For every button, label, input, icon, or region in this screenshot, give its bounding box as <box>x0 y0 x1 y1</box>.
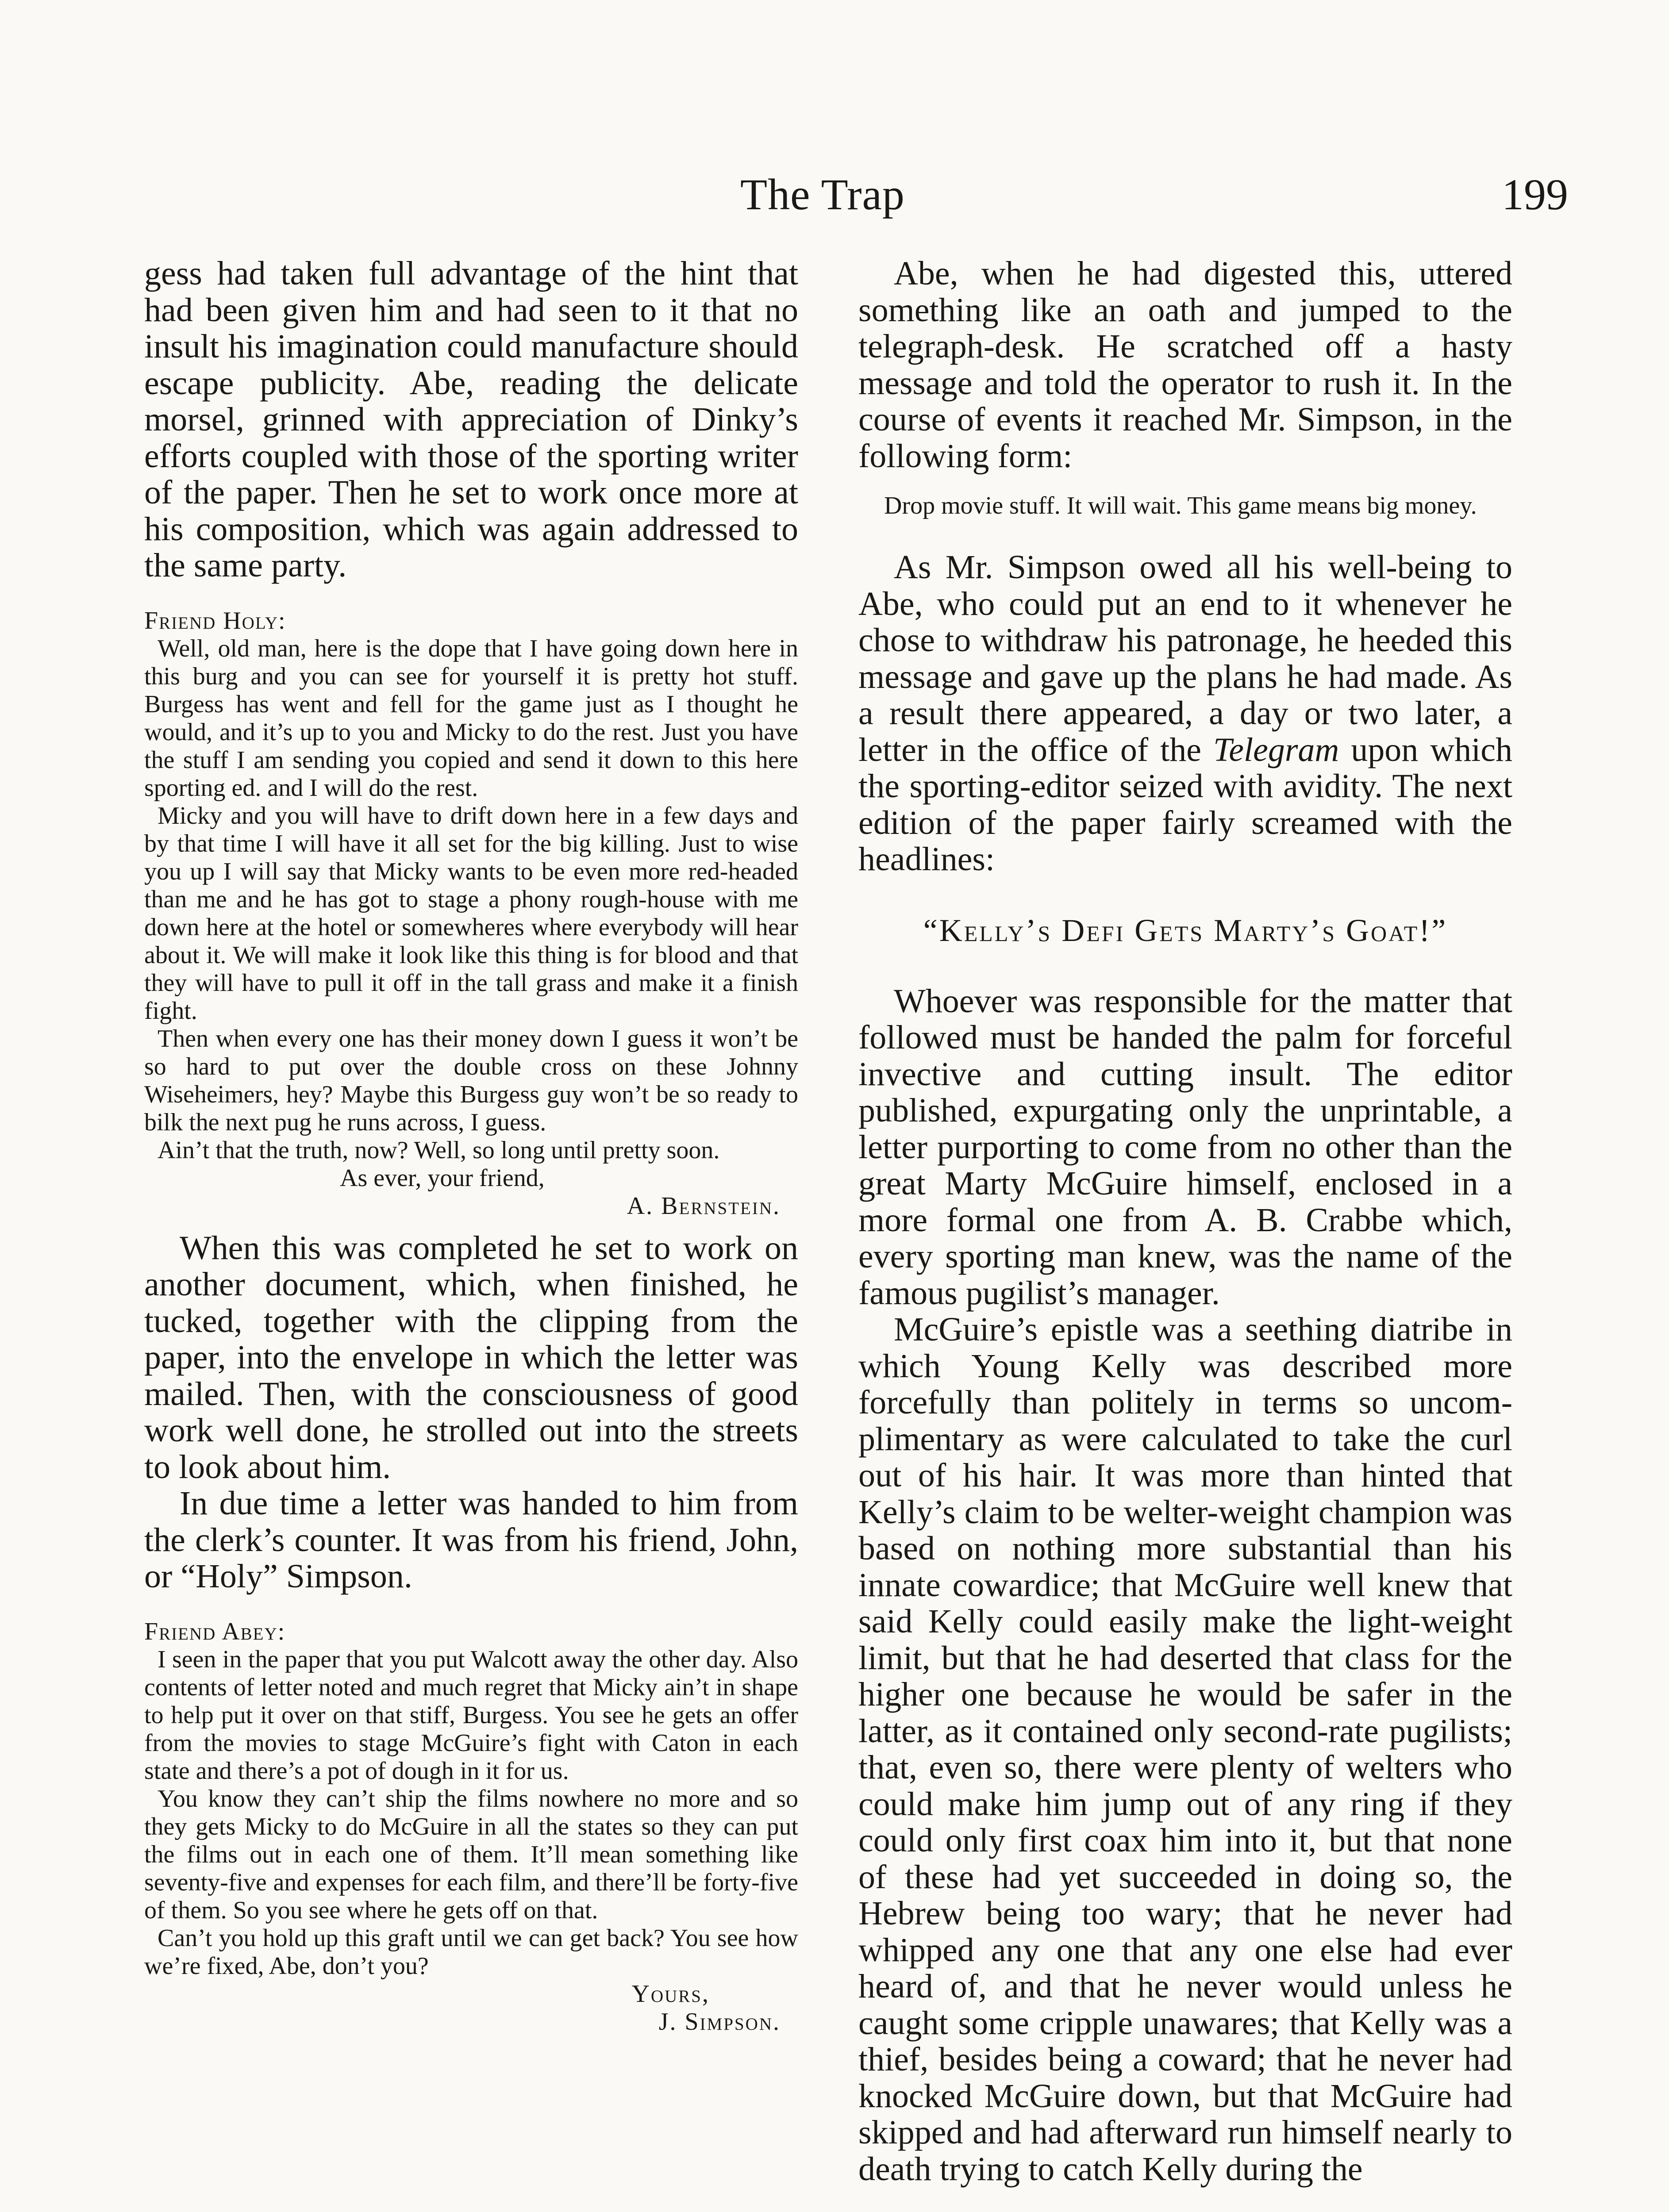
letter-salutation: Friend Abey: <box>144 1617 286 1645</box>
paragraph-text: upon which the sporting-editor seized with avidity. The next edition of the paper fairly screamed with the headlines: <box>858 731 1513 878</box>
letter-paragraph: Ain’t that the truth, now? Well, so long until pretty soon. <box>158 1136 720 1164</box>
letter-paragraph: Micky and you will have to drift down here in a few days and by that time I will have it all set for the big killing. Just to wise you up I will say that Micky wants to be even more red-headed than me and he has got to stage a phony rough-house with me down here at the hotel or somewheres where everybody will hear about it. We will make it look like this thing is for blood and that they will have to pull it off in the tall grass and make it a finish fight. <box>144 802 798 1025</box>
right-column <box>858 255 1512 2187</box>
left-column <box>144 255 798 2036</box>
newspaper-name: Telegram <box>1213 731 1339 768</box>
paragraph: When this was completed he set to work on another document, which, when finished, he tucked, together with the clipping from the paper, into the envelope in which the letter was mailed. Then, with the consciousness of good work well done, he strolled out into the streets to look about him. <box>144 1229 798 1486</box>
telegram-message: Drop movie stuff. It will wait. This game means big money. <box>884 492 1477 519</box>
paragraph <box>858 549 1512 878</box>
letter-closing: As ever, your friend, <box>340 1164 545 1192</box>
page-number: 199 <box>1502 170 1568 219</box>
page-title: The Trap <box>740 170 905 219</box>
letter-signature: A. Bernstein. <box>627 1192 781 1220</box>
letter-paragraph: You know they can’t ship the films nowhere no more and so they gets Micky to do McGuire in all the states so they can put the films out in each one of them. It’ll mean something like seventy-five and expenses for each film, and there’ll be forty-five of them. So you see where he gets off on that. <box>144 1785 798 1924</box>
paragraph-text: As Mr. Simpson owed all his well-being to Abe, who could put an end to it whenever he chose to withdraw his patronage, he heeded this message and gave up the plans he had made. As a result there appeared, a day or two later, a letter in the office of the <box>858 549 1512 768</box>
paragraph: Whoever was responsible for the matter that followed must be handed the palm for forceful invective and cutting insult. The editor published, expurgating only the unprintable, a letter purporting to come from no other than the great Marty McGuire himself, enclosed in a more formal one from A. B. Crabbe which, every sporting man knew, was the name of the famous pugilist’s manager. <box>858 982 1512 1312</box>
letter-paragraph: I seen in the paper that you put Walcott away the other day. Also contents of letter noted and much regret that Micky ain’t in shape to help put it over on that stiff, Burgess. You see he gets an offer from the movies to stage McGuire’s fight with Caton in each state and there’s a pot of dough in it for us. <box>144 1645 798 1785</box>
paragraph: Abe, when he had digested this, uttered something like an oath and jumped to the telegraph-desk. He scratched off a hasty message and told the operator to rush it. In the course of events it reached Mr. Simpson, in the following form: <box>858 255 1512 475</box>
letter-paragraph: Well, old man, here is the dope that I have going down here in this burg and you can see for yourself it is pretty hot stuff. Burgess has went and fell for the game just as I thought he would, and it’s up to you and Micky to do the rest. Just you have the stuff I am sending you copied and send it down to this here sporting ed. and I will do the rest. <box>144 634 798 802</box>
letter-salutation: Friend Holy: <box>144 607 286 634</box>
letter-to-abey <box>144 1618 798 2036</box>
letter-closing: Yours, <box>631 1980 710 2008</box>
letter-to-holy <box>144 607 798 1220</box>
paragraph: gess had taken full advantage of the hint that had been given him and had seen to it that no insult his imagination could manufacture should escape publicity. Abe, reading the delicate morsel, grinned with appreciation of Dinky’s efforts coupled with those of the sporting writer of the paper. Then he set to work once more at his composition, which was again addressed to the same party. <box>144 255 798 584</box>
paragraph: In due time a letter was handed to him from the clerk’s counter. It was from his friend, John, or “Holy” Simpson. <box>144 1485 798 1595</box>
newspaper-headline: “Kelly’s Defi Gets Marty’s Goat!” <box>923 912 1448 948</box>
letter-paragraph: Can’t you hold up this graft until we can get back? You see how we’re fixed, Abe, don’t you? <box>144 1924 798 1980</box>
letter-signature: J. Simpson. <box>658 2008 781 2035</box>
running-head <box>0 0 1669 248</box>
letter-paragraph: Then when every one has their money down I guess it won’t be so hard to put over the double cross on these Johnny Wiseheimers, hey? Maybe this Burgess guy won’t be so ready to bilk the next pug he runs across, I guess. <box>144 1025 798 1136</box>
paragraph: McGuire’s epistle was a seething diatribe in which Young Kelly was described more forcefully than politely in terms so uncomplimentary as were calculated to take the curl out of his hair. It was more than hinted that Kelly’s claim to be welter-weight champion was based on nothing more substantial than his innate cowardice; that McGuire well knew that said Kelly could easily make the light-weight limit, but that he had deserted that class for the higher one because he would be safer in the latter, as it contained only second-rate pugilists; that, even so, there were plenty of welters who could make him jump out of any ring if they could only first coax him into it, but that none of these had yet succeeded in doing so, the Hebrew being too wary; that he never had whipped any one that any one else had ever heard of, and that he never would unless he caught some cripple unawares; that Kelly was a thief, besides being a coward; that he never had knocked McGuire down, but that McGuire had skipped and had afterward run himself nearly to death trying to catch Kelly during the <box>858 1311 1512 2188</box>
